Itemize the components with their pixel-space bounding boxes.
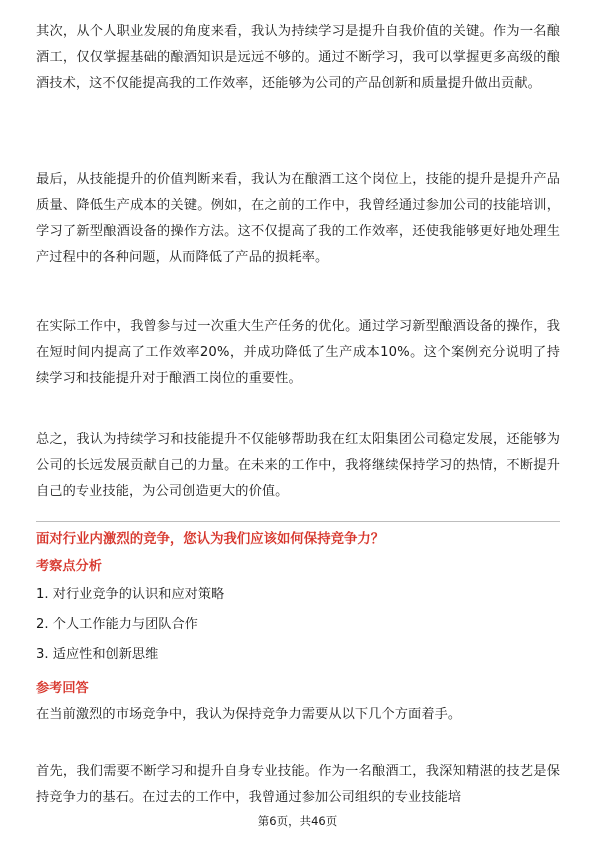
page-footer: 第6页，共46页	[257, 814, 338, 828]
analysis-heading: 考察点分析	[36, 559, 102, 574]
paragraph-conclusion: 总之，我认为持续学习和技能提升不仅能够帮助我在红太阳集团公司稳定发展，还能够为公司的长远发展贡献自己的力量。在未来的工作中，我将继续保持学习的热情，不断提升自己的专业技能，为公司创造更大的价值。	[36, 432, 560, 499]
analysis-point: 2. 个人工作能力与团队合作	[36, 617, 198, 632]
answer-heading: 参考回答	[36, 681, 89, 696]
paragraph-skill-value: 最后，从技能提升的价值判断来看，我认为在酿酒工这个岗位上，技能的提升是提升产品质量、降低生产成本的关键。例如，在之前的工作中，我曾经通过参加公司的技能培训，学习了新型酿酒设备的操作方法。这不仅提高了我的工作效率，还使我能够更好地处理生产过程中的各种问题，从而降低了产品的损耗率。	[36, 172, 560, 265]
analysis-point: 1. 对行业竞争的认识和应对策略	[36, 587, 225, 602]
analysis-point: 3. 适应性和创新思维	[36, 647, 159, 662]
interview-question: 面对行业内激烈的竞争，您认为我们应该如何保持竞争力？	[36, 532, 385, 547]
paragraph-practical-case: 在实际工作中，我曾参与过一次重大生产任务的优化。通过学习新型酿酒设备的操作，我在短时间内提高了工作效率20%，并成功降低了生产成本10%。这个案例充分说明了持续学习和技能提升对于酿酒工岗位的重要性。	[36, 319, 560, 386]
answer-intro: 在当前激烈的市场竞争中，我认为保持竞争力需要从以下几个方面着手。	[36, 707, 462, 722]
section-divider	[36, 521, 560, 522]
paragraph-career-development: 其次，从个人职业发展的角度来看，我认为持续学习是提升自我价值的关键。作为一名酿酒工，仅仅掌握基础的酿酒知识是远远不够的。通过不断学习，我可以掌握更多高级的酿酒技术，这不仅能提高我的工作效率，还能够为公司的产品创新和质量提升做出贡献。	[36, 24, 560, 91]
answer-first-point: 首先，我们需要不断学习和提升自身专业技能。作为一名酿酒工，我深知精湛的技艺是保持竞争力的基石。在过去的工作中，我曾通过参加公司组织的专业技能培	[36, 764, 560, 805]
